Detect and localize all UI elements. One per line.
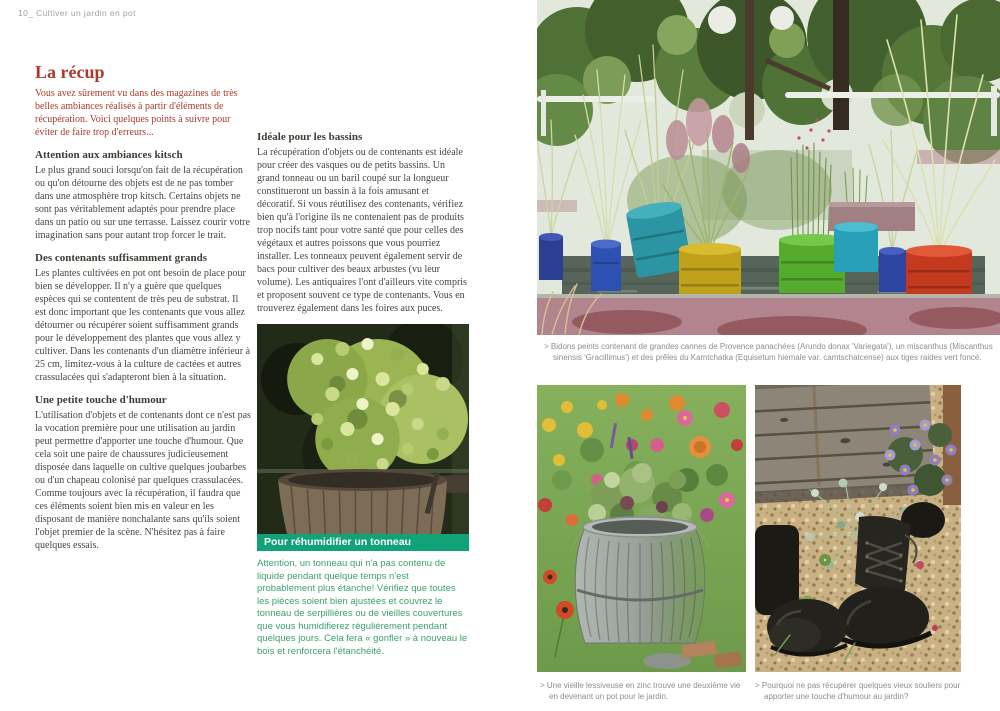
caption-painted-drums: > Bidons peints contenant de grandes cannes de Provence panachées (Arundo donax 'Variegata'), un miscanthus (Miscanthus sinensis 'Gracillimus') et des prêles du Kamtchatka (Equisetum hiemale var. camtschatcense) aux tiges raides vert foncé.	[544, 342, 993, 362]
left-boot	[767, 599, 847, 655]
photo-barrel-shrub	[257, 324, 469, 534]
intro-paragraph: Vous avez sûrement vu dans des magazines de très belles ambiances réalisés à partir d'éléments de récupération. Voici quelques points à suivre pour éviter de faire trop d'erreurs...	[35, 88, 238, 138]
painted-drums-illustration	[537, 0, 1000, 335]
middle-column	[257, 131, 469, 658]
photo-planted-boots	[755, 385, 961, 672]
caption-zinc-washtub: > Une vieille lessiveuse en zinc trouve une deuxième vie en devenant un pot pour le jardin.	[540, 681, 741, 701]
section-body-bassins: La récupération d'objets ou de contenants est idéale pour créer des vasques ou de petits bassins. Un grand tonneau ou un baril coupé sur la longueur constitueront un bassin à la fois amusant et décoratif. Si vous réutilisez des contenants, vérifiez bien qu'à l'origine ils ne contenaient pas de produits trop nocifs tant pour votre santé que pour celles des végétaux et autres poissons que vous pourriez installer. Les tonneaux peuvent également servir de bacs pour cultiver des beaux arbustes (vu leur volume). Les antiquaires l'ont d'ailleurs vite compris et proposent souvent ce type de contenants. Vous en trouverez également dans les foires aux puces.	[257, 147, 467, 314]
section-heading-bassins: Idéale pour les bassins	[257, 131, 363, 143]
zinc-washtub-illustration	[537, 385, 746, 672]
caption-planted-boots: > Pourquoi ne pas récupérer quelques vieux souliers pour apporter une touche d'humour au jardin?	[755, 681, 961, 701]
wooden-barrel	[278, 469, 469, 534]
tip-banner: Pour réhumidifier un tonneau	[257, 534, 469, 551]
tip-body: Attention, un tonneau qui n'a pas contenu de liquide pendant quelque temps n'est probablement plus étanche! Vérifiez que toutes les pièces soient bien ajustées et couvrez le tonneau de serpillières ou de vieilles couvertures que vous humidifierez régulièrement pendant quelques jours. Cela fera « gonfler » à nouveau le bois et renforcera l'étanchéité.	[257, 558, 468, 657]
section-body-kitsch: Le plus grand souci lorsqu'on fait de la récupération ou qu'on détourne des objets est de ne pas tomber dans une atmosphère trop kitsch. Certains objets ne sont pas véritablement adaptés pour prendre place dans un patio ou sur une terrasse. Laissez courir votre imagination sans pour autant trop forcer le trait.	[35, 165, 250, 241]
left-column	[35, 62, 251, 552]
zinc-tub	[575, 517, 705, 643]
section-heading-contenants: Des contenants suffisamment grands	[35, 252, 208, 264]
planted-boots-illustration	[755, 385, 961, 672]
photo-painted-drums	[537, 0, 1000, 335]
section-body-contenants: Les plantes cultivées en pot ont besoin de place pour bien se développer. Il n'y a guère que quelques espèces qui se contentent de très peu de substrat. Il est donc important que les contenants que vous allez détourner ou récupérer soient suffisamment grands pour le développement des plantes que vous allez y cultiver. Dans les contenants d'un diamètre inférieur à 25 cm, limitez-vous à la culture de cactées et autres crassulacées qui s'adapteront bien à la situation.	[35, 268, 251, 383]
barrel-shrub-illustration	[257, 324, 469, 534]
section-heading-humour: Une petite touche d'humour	[35, 394, 167, 406]
photo-zinc-washtub	[537, 385, 746, 672]
section-heading-kitsch: Attention aux ambiances kitsch	[35, 149, 183, 161]
page-header: 10_ Cultiver un jardin en pot	[18, 8, 136, 18]
article-title: La récup	[35, 62, 105, 82]
section-body-humour: L'utilisation d'objets et de contenants dont ce n'est pas la vocation première pour une utilisation au jardin peut permettre d'apporter une touche d'humour. Que cela soit une paire de chaussures judicieusement disposée dans laquelle on cultive quelques joubarbes ou d'un chapeau colonisé par quelques crassulacées. Comme toujours avec la récupération, il faudra que ces éléments soient bien mis en valeur en les disposant de manière nonchalante sans qu'ils soient l'objet premier de la scène. N'hésitez pas à faire quelques essais.	[35, 410, 251, 551]
